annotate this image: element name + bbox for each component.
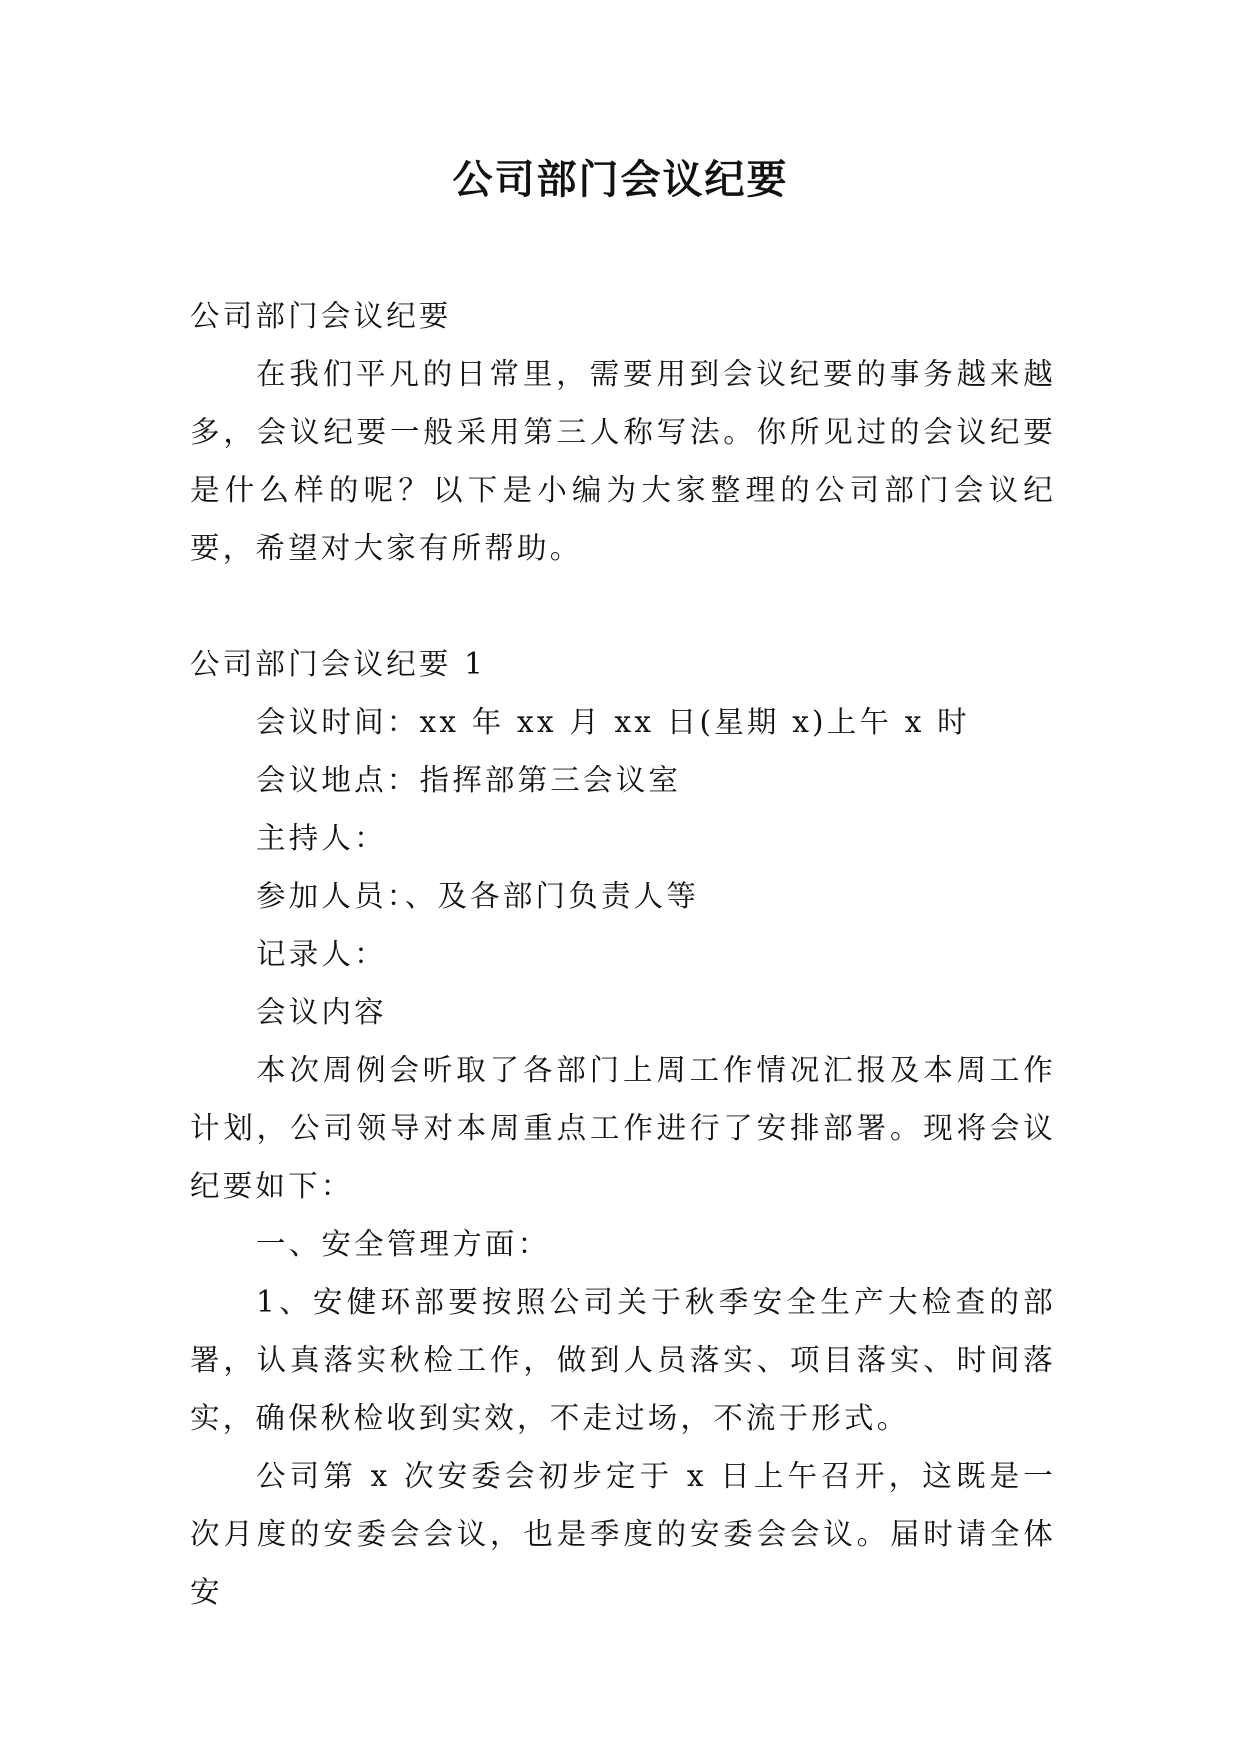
meeting-attendees: 参加人员：、及各部门负责人等 [256,879,700,913]
safety-item-1: 1、安健环部要按照公司关于秋季安全生产大检查的部署，认真落实秋检工作，做到人员落实、项目落实、时间落实，确保秋检收到实效，不走过场，不流于形式。 [190,1285,1056,1435]
document-title: 公司部门会议纪要 [452,156,789,203]
meeting-host: 主持人： [256,821,387,855]
intro-paragraph: 在我们平凡的日常里，需要用到会议纪要的事务越来越多，会议纪要一般采用第三人称写法。你所见过的会议纪要是什么样的呢？以下是小编为大家整理的公司部门会议纪要，希望对大家有所帮助。 [190,357,1056,565]
meeting-content-heading: 会议内容 [256,995,387,1029]
safety-management-heading: 一、安全管理方面： [256,1227,551,1261]
meeting-location: 会议地点：指挥部第三会议室 [256,763,682,797]
content-paragraph: 本次周例会听取了各部门上周工作情况汇报及本周工作计划，公司领导对本周重点工作进行了安排部署。现将会议纪要如下： [190,1053,1056,1203]
meeting-recorder: 记录人： [256,937,387,971]
document-body [190,287,1056,1621]
section-heading-intro: 公司部门会议纪要 [190,299,452,333]
safety-committee-paragraph: 公司第 x 次安委会初步定于 x 日上午召开，这既是一次月度的安委会会议，也是季度的安委会会议。届时请全体安 [190,1459,1056,1609]
section-heading-minutes-1: 公司部门会议纪要 1 [190,647,487,681]
meeting-time: 会议时间：xx 年 xx 月 xx 日(星期 x)上午 x 时 [256,705,970,739]
